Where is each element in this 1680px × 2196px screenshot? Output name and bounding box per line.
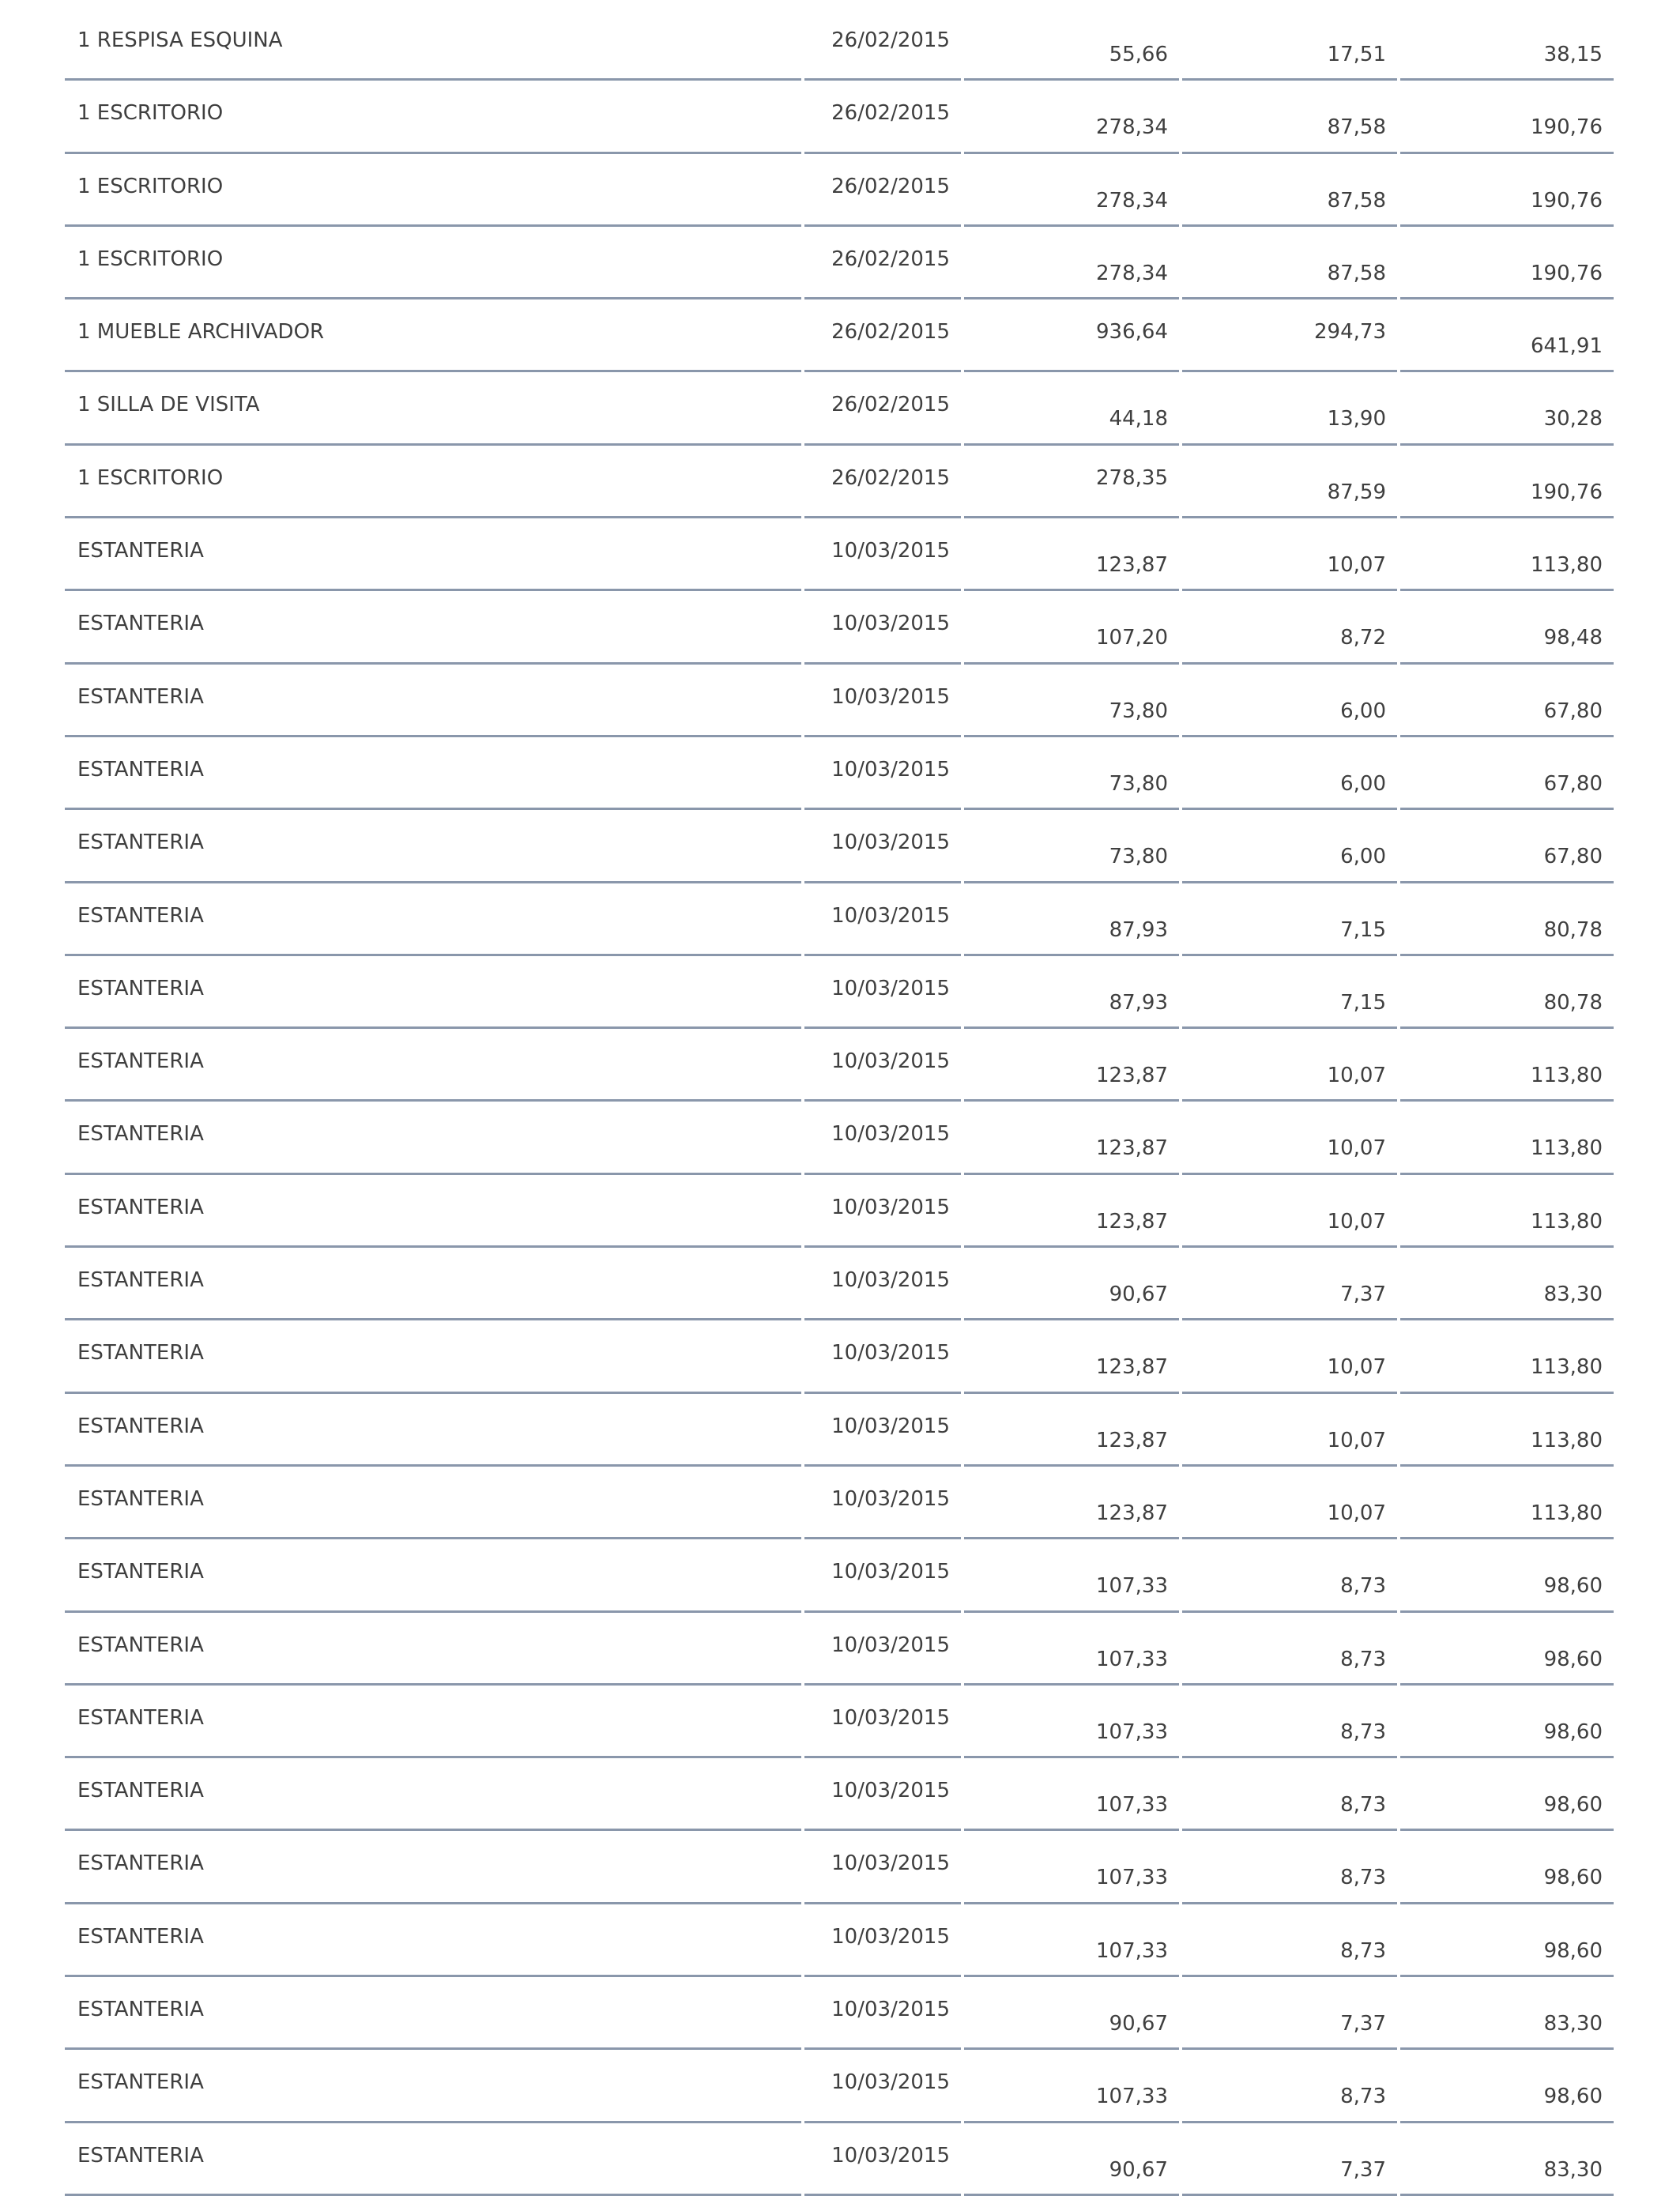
amount-cell-1: 123,87 [964, 1175, 1179, 1248]
amount-cell-2: 8,73 [1182, 1686, 1397, 1758]
amount-cell-2: 8,73 [1182, 1539, 1397, 1612]
amount-cell-2: 10,07 [1182, 1467, 1397, 1539]
amount-cell-3: 67,80 [1400, 665, 1614, 737]
amount-cell-2: 8,73 [1182, 2050, 1397, 2123]
amount-cell-1: 107,33 [964, 1904, 1179, 1977]
acquisition-date-cell: 10/03/2015 [804, 2050, 961, 2123]
item-description-cell: ESTANTERIA [65, 1977, 801, 2050]
table-row [0, 299, 1680, 372]
item-description-cell: 1 SILLA DE VISITA [65, 372, 801, 445]
amount-cell-1: 123,87 [964, 1394, 1179, 1467]
item-description-cell: ESTANTERIA [65, 2050, 801, 2123]
table-row [0, 810, 1680, 883]
acquisition-date-cell: 10/03/2015 [804, 1758, 961, 1831]
item-description-cell: ESTANTERIA [65, 737, 801, 810]
item-description-cell: ESTANTERIA [65, 665, 801, 737]
amount-cell-1: 936,64 [964, 299, 1179, 372]
item-description-cell: ESTANTERIA [65, 1758, 801, 1831]
table-row [0, 1977, 1680, 2050]
table-row [0, 154, 1680, 227]
amount-cell-1: 90,67 [964, 2123, 1179, 2196]
acquisition-date-cell: 10/03/2015 [804, 1248, 961, 1320]
amount-cell-2: 10,07 [1182, 1029, 1397, 1102]
table-row [0, 8, 1680, 81]
table-row [0, 1394, 1680, 1467]
table-row [0, 1539, 1680, 1612]
item-description-cell: ESTANTERIA [65, 810, 801, 883]
table-row [0, 665, 1680, 737]
amount-cell-1: 123,87 [964, 1467, 1179, 1539]
table-row [0, 1248, 1680, 1320]
amount-cell-3: 113,80 [1400, 1029, 1614, 1102]
amount-cell-3: 98,48 [1400, 591, 1614, 664]
item-description-cell: 1 ESCRITORIO [65, 154, 801, 227]
acquisition-date-cell: 10/03/2015 [804, 1394, 961, 1467]
amount-cell-2: 8,73 [1182, 1758, 1397, 1831]
amount-cell-2: 7,15 [1182, 956, 1397, 1029]
acquisition-date-cell: 10/03/2015 [804, 1029, 961, 1102]
table-row [0, 446, 1680, 518]
acquisition-date-cell: 10/03/2015 [804, 518, 961, 591]
acquisition-date-cell: 26/02/2015 [804, 299, 961, 372]
acquisition-date-cell: 10/03/2015 [804, 1467, 961, 1539]
amount-cell-2: 10,07 [1182, 1394, 1397, 1467]
item-description-cell: ESTANTERIA [65, 1394, 801, 1467]
item-description-cell: 1 ESCRITORIO [65, 227, 801, 299]
amount-cell-2: 87,59 [1182, 446, 1397, 518]
item-description-cell: ESTANTERIA [65, 2123, 801, 2196]
table-row [0, 1686, 1680, 1758]
amount-cell-1: 107,20 [964, 591, 1179, 664]
amount-cell-1: 107,33 [964, 1831, 1179, 1904]
acquisition-date-cell: 10/03/2015 [804, 665, 961, 737]
table-row [0, 372, 1680, 445]
acquisition-date-cell: 10/03/2015 [804, 1686, 961, 1758]
item-description-cell: ESTANTERIA [65, 1320, 801, 1393]
table-row [0, 1613, 1680, 1686]
amount-cell-1: 123,87 [964, 1102, 1179, 1174]
amount-cell-1: 278,34 [964, 227, 1179, 299]
item-description-cell: ESTANTERIA [65, 1248, 801, 1320]
amount-cell-1: 107,33 [964, 1539, 1179, 1612]
amount-cell-1: 73,80 [964, 665, 1179, 737]
amount-cell-2: 10,07 [1182, 1320, 1397, 1393]
amount-cell-3: 83,30 [1400, 1248, 1614, 1320]
amount-cell-3: 98,60 [1400, 1831, 1614, 1904]
table-row [0, 227, 1680, 299]
amount-cell-3: 98,60 [1400, 1539, 1614, 1612]
item-description-cell: ESTANTERIA [65, 1539, 801, 1612]
acquisition-date-cell: 10/03/2015 [804, 1102, 961, 1174]
amount-cell-1: 73,80 [964, 737, 1179, 810]
acquisition-date-cell: 10/03/2015 [804, 2123, 961, 2196]
amount-cell-2: 10,07 [1182, 1175, 1397, 1248]
amount-cell-3: 83,30 [1400, 1977, 1614, 2050]
acquisition-date-cell: 10/03/2015 [804, 1539, 961, 1612]
amount-cell-3: 113,80 [1400, 1467, 1614, 1539]
table-row [0, 956, 1680, 1029]
amount-cell-1: 87,93 [964, 956, 1179, 1029]
table-row [0, 1467, 1680, 1539]
acquisition-date-cell: 10/03/2015 [804, 591, 961, 664]
amount-cell-2: 6,00 [1182, 737, 1397, 810]
amount-cell-3: 67,80 [1400, 810, 1614, 883]
acquisition-date-cell: 26/02/2015 [804, 154, 961, 227]
amount-cell-1: 107,33 [964, 1758, 1179, 1831]
acquisition-date-cell: 10/03/2015 [804, 810, 961, 883]
amount-cell-1: 44,18 [964, 372, 1179, 445]
amount-cell-2: 294,73 [1182, 299, 1397, 372]
amount-cell-1: 123,87 [964, 518, 1179, 591]
amount-cell-1: 278,34 [964, 81, 1179, 153]
item-description-cell: 1 ESCRITORIO [65, 81, 801, 153]
item-description-cell: ESTANTERIA [65, 1686, 801, 1758]
amount-cell-2: 8,73 [1182, 1613, 1397, 1686]
amount-cell-3: 113,80 [1400, 518, 1614, 591]
item-description-cell: ESTANTERIA [65, 1029, 801, 1102]
acquisition-date-cell: 26/02/2015 [804, 81, 961, 153]
amount-cell-1: 90,67 [964, 1248, 1179, 1320]
item-description-cell: ESTANTERIA [65, 518, 801, 591]
amount-cell-3: 190,76 [1400, 446, 1614, 518]
amount-cell-2: 7,37 [1182, 2123, 1397, 2196]
amount-cell-1: 90,67 [964, 1977, 1179, 2050]
item-description-cell: ESTANTERIA [65, 1831, 801, 1904]
table-row [0, 591, 1680, 664]
item-description-cell: ESTANTERIA [65, 1904, 801, 1977]
amount-cell-2: 10,07 [1182, 1102, 1397, 1174]
acquisition-date-cell: 26/02/2015 [804, 446, 961, 518]
amount-cell-3: 190,76 [1400, 154, 1614, 227]
item-description-cell: ESTANTERIA [65, 1613, 801, 1686]
acquisition-date-cell: 10/03/2015 [804, 883, 961, 956]
amount-cell-1: 73,80 [964, 810, 1179, 883]
amount-cell-3: 98,60 [1400, 1758, 1614, 1831]
table-row [0, 2050, 1680, 2123]
item-description-cell: ESTANTERIA [65, 883, 801, 956]
amount-cell-3: 113,80 [1400, 1320, 1614, 1393]
amount-cell-3: 98,60 [1400, 1686, 1614, 1758]
table-row [0, 737, 1680, 810]
amount-cell-2: 8,73 [1182, 1831, 1397, 1904]
amount-cell-2: 87,58 [1182, 154, 1397, 227]
amount-cell-2: 87,58 [1182, 227, 1397, 299]
item-description-cell: 1 ESCRITORIO [65, 446, 801, 518]
amount-cell-2: 7,37 [1182, 1248, 1397, 1320]
amount-cell-3: 98,60 [1400, 2050, 1614, 2123]
table-row [0, 81, 1680, 153]
table-row [0, 1102, 1680, 1174]
item-description-cell: ESTANTERIA [65, 956, 801, 1029]
acquisition-date-cell: 10/03/2015 [804, 956, 961, 1029]
item-description-cell: 1 RESPISA ESQUINA [65, 8, 801, 81]
acquisition-date-cell: 26/02/2015 [804, 8, 961, 81]
amount-cell-2: 17,51 [1182, 8, 1397, 81]
amount-cell-1: 107,33 [964, 1686, 1179, 1758]
amount-cell-3: 113,80 [1400, 1175, 1614, 1248]
amount-cell-2: 13,90 [1182, 372, 1397, 445]
amount-cell-3: 83,30 [1400, 2123, 1614, 2196]
amount-cell-3: 113,80 [1400, 1394, 1614, 1467]
acquisition-date-cell: 10/03/2015 [804, 1175, 961, 1248]
amount-cell-3: 67,80 [1400, 737, 1614, 810]
acquisition-date-cell: 10/03/2015 [804, 1904, 961, 1977]
amount-cell-1: 107,33 [964, 1613, 1179, 1686]
amount-cell-2: 7,15 [1182, 883, 1397, 956]
amount-cell-1: 278,35 [964, 446, 1179, 518]
acquisition-date-cell: 10/03/2015 [804, 737, 961, 810]
table-row [0, 883, 1680, 956]
item-description-cell: 1 MUEBLE ARCHIVADOR [65, 299, 801, 372]
amount-cell-3: 80,78 [1400, 956, 1614, 1029]
acquisition-date-cell: 26/02/2015 [804, 227, 961, 299]
table-row [0, 1904, 1680, 1977]
amount-cell-1: 123,87 [964, 1320, 1179, 1393]
amount-cell-2: 8,72 [1182, 591, 1397, 664]
acquisition-date-cell: 10/03/2015 [804, 1831, 961, 1904]
amount-cell-3: 641,91 [1400, 299, 1614, 372]
amount-cell-2: 8,73 [1182, 1904, 1397, 1977]
table-row [0, 1831, 1680, 1904]
table-row [0, 1175, 1680, 1248]
amount-cell-1: 278,34 [964, 154, 1179, 227]
amount-cell-1: 123,87 [964, 1029, 1179, 1102]
amount-cell-1: 55,66 [964, 8, 1179, 81]
amount-cell-3: 30,28 [1400, 372, 1614, 445]
amount-cell-2: 87,58 [1182, 81, 1397, 153]
acquisition-date-cell: 26/02/2015 [804, 372, 961, 445]
amount-cell-2: 10,07 [1182, 518, 1397, 591]
table-row [0, 1029, 1680, 1102]
table-row [0, 1320, 1680, 1393]
amount-cell-2: 6,00 [1182, 665, 1397, 737]
acquisition-date-cell: 10/03/2015 [804, 1977, 961, 2050]
table-row [0, 518, 1680, 591]
amount-cell-3: 98,60 [1400, 1613, 1614, 1686]
amount-cell-3: 38,15 [1400, 8, 1614, 81]
amount-cell-3: 80,78 [1400, 883, 1614, 956]
amount-cell-2: 7,37 [1182, 1977, 1397, 2050]
amount-cell-2: 6,00 [1182, 810, 1397, 883]
table-row [0, 2123, 1680, 2196]
acquisition-date-cell: 10/03/2015 [804, 1320, 961, 1393]
amount-cell-1: 87,93 [964, 883, 1179, 956]
item-description-cell: ESTANTERIA [65, 591, 801, 664]
amount-cell-3: 113,80 [1400, 1102, 1614, 1174]
item-description-cell: ESTANTERIA [65, 1175, 801, 1248]
amount-cell-1: 107,33 [964, 2050, 1179, 2123]
amount-cell-3: 190,76 [1400, 81, 1614, 153]
amount-cell-3: 190,76 [1400, 227, 1614, 299]
table-row [0, 1758, 1680, 1831]
amount-cell-3: 98,60 [1400, 1904, 1614, 1977]
item-description-cell: ESTANTERIA [65, 1102, 801, 1174]
item-description-cell: ESTANTERIA [65, 1467, 801, 1539]
acquisition-date-cell: 10/03/2015 [804, 1613, 961, 1686]
